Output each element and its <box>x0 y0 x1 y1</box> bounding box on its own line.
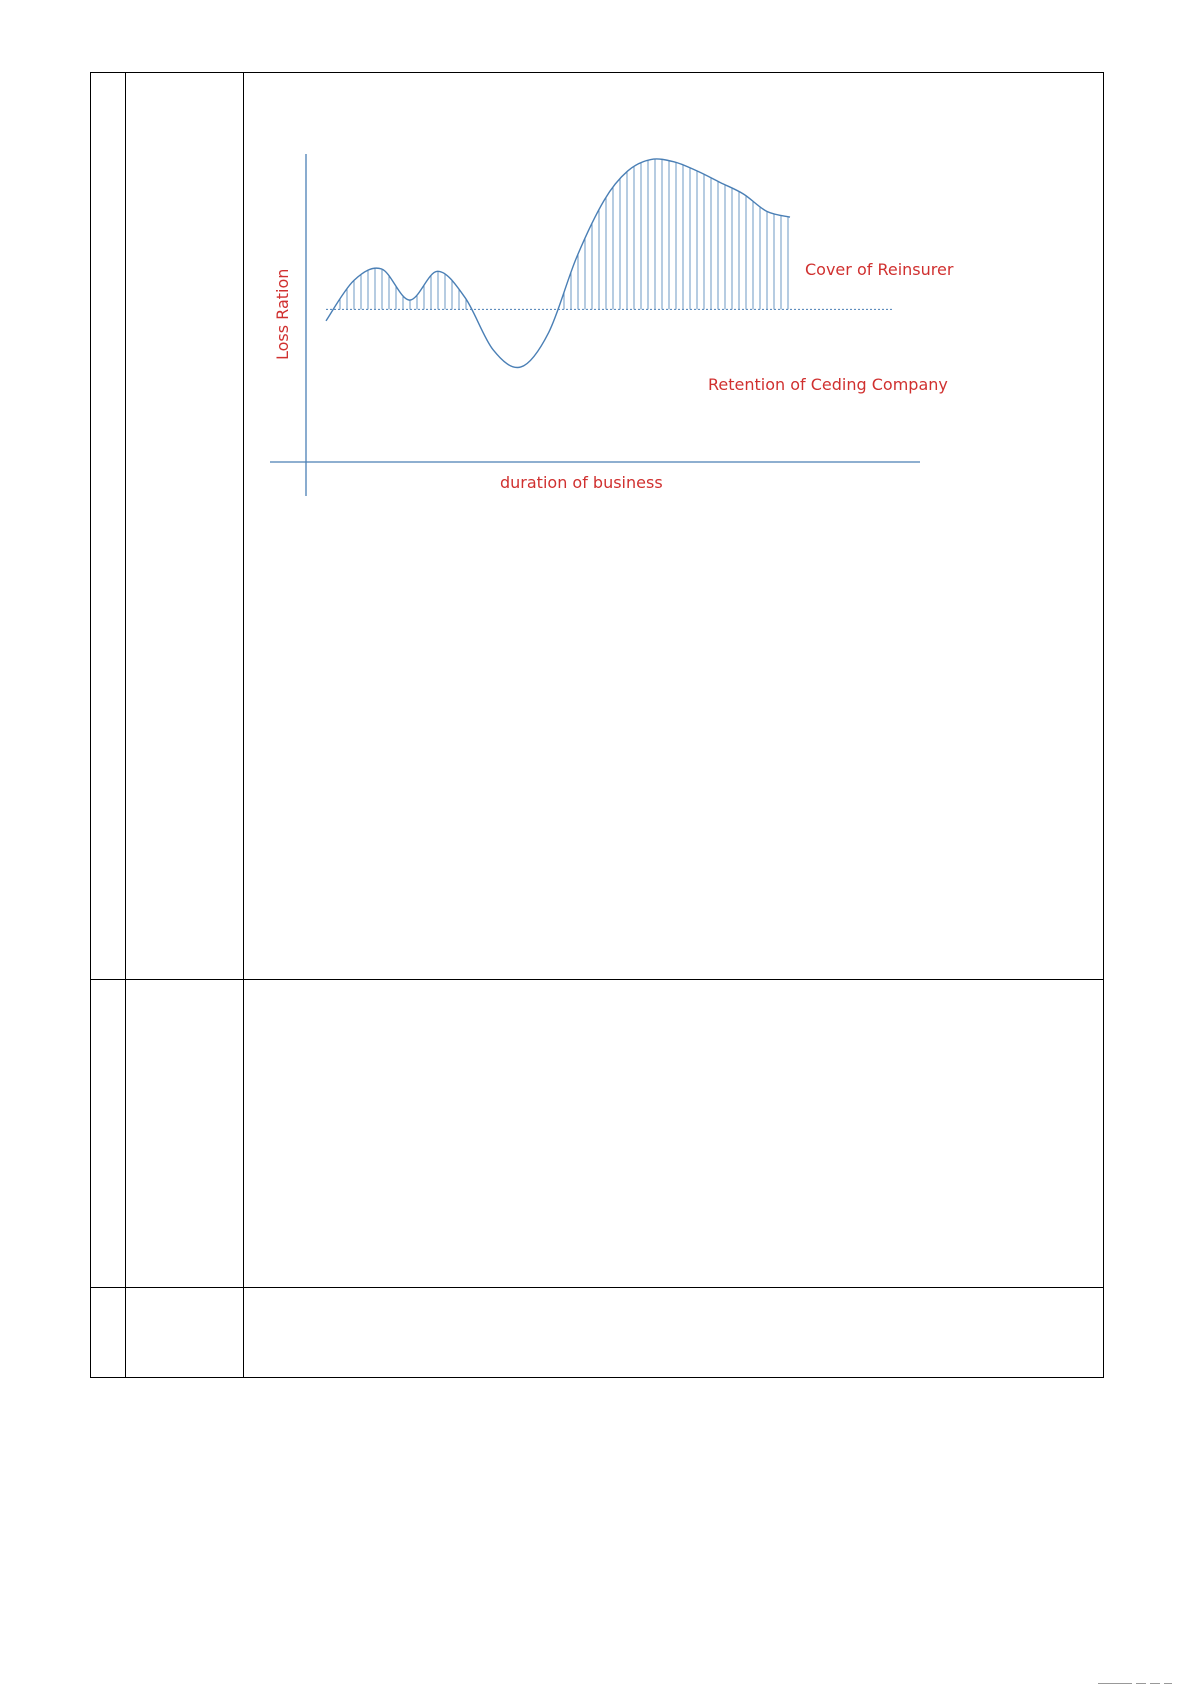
retention-of-ceding-company-label: Retention of Ceding Company <box>708 375 948 394</box>
x-axis-label: duration of business <box>500 473 663 492</box>
table-column-divider-2 <box>243 73 244 1377</box>
footer-marks <box>1098 1673 1178 1677</box>
table-row-divider-1 <box>91 979 1103 980</box>
table-row-divider-2 <box>91 1287 1103 1288</box>
table-column-divider-1 <box>125 73 126 1377</box>
cover-of-reinsurer-label: Cover of Reinsurer <box>805 260 954 279</box>
hatch-fill-group <box>340 159 788 309</box>
y-axis-label: Loss Ration <box>273 268 292 360</box>
loss-ratio-chart <box>270 140 1010 520</box>
loss-ratio-curve <box>326 159 790 368</box>
